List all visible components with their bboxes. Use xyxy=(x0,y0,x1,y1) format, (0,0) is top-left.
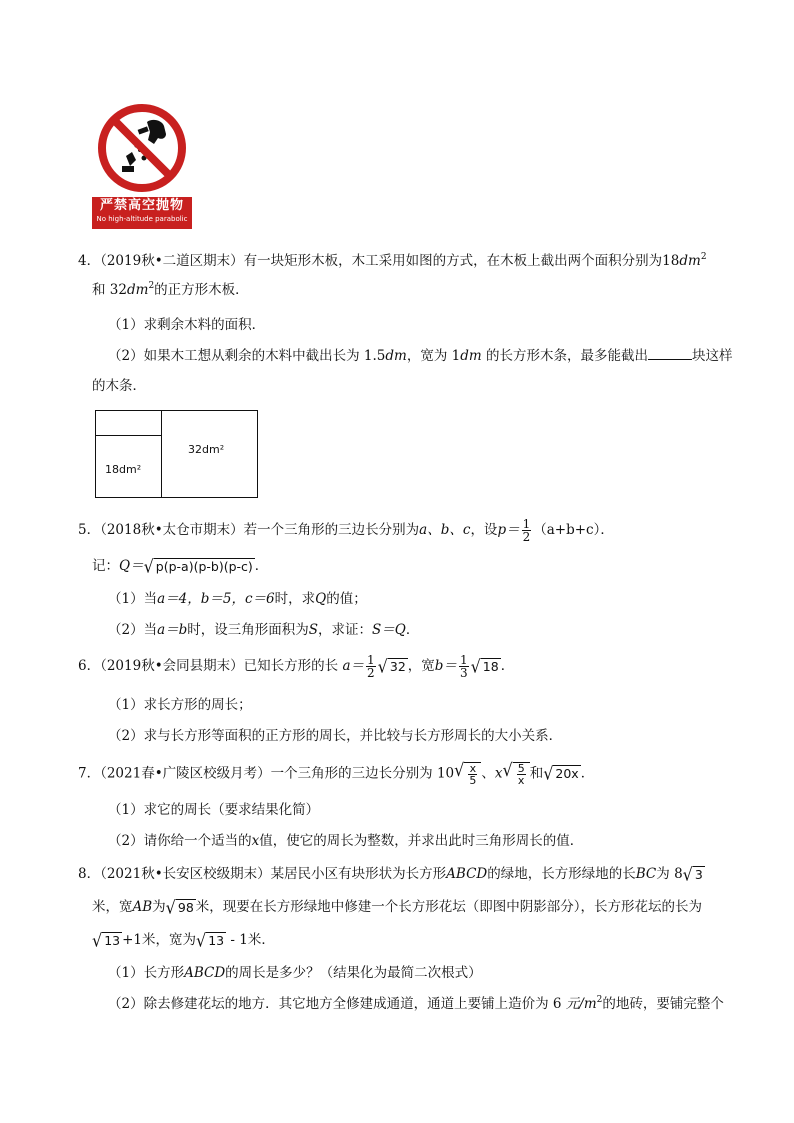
stem-text: （1）当 xyxy=(108,591,158,607)
problem-source: （2019秋•会同县期末） xyxy=(100,658,244,674)
variables: a、b、c xyxy=(419,522,471,538)
expression: （a+b+c）． xyxy=(533,522,614,538)
stem-text: （2）请你给一个适当的 xyxy=(108,833,252,849)
rect-name: ABCD xyxy=(184,965,226,981)
equation: p＝ xyxy=(497,522,520,538)
equation: b＝ xyxy=(434,658,457,674)
answer-blank[interactable] xyxy=(648,345,692,360)
stem-text: 记： xyxy=(92,558,119,574)
problem-number: 4． xyxy=(78,253,101,269)
problem-number: 6． xyxy=(78,658,101,674)
stem-text: 有一块矩形木板，木工采用如图的方式，在木板上截出两个面积分别为 xyxy=(243,253,663,269)
equation: S＝Q xyxy=(372,622,406,638)
no-littering-sign xyxy=(92,100,192,232)
unit: dm xyxy=(460,348,482,364)
numerator: 1 xyxy=(522,517,531,531)
square-root: √ 32 xyxy=(377,655,406,677)
stem-text: ． xyxy=(405,622,420,638)
length-value: 1.5 xyxy=(363,348,386,364)
equation: a＝ xyxy=(342,658,365,674)
sign-title-zh: 严禁高空抛物 xyxy=(99,198,184,213)
numerator: 1 xyxy=(367,653,375,667)
divider-line xyxy=(161,411,162,497)
problem-source: （2021春•广陵区校级月考） xyxy=(100,765,271,782)
coefficient: 8 xyxy=(674,866,683,882)
problem-4-figure xyxy=(95,410,258,498)
exponent: 2 xyxy=(596,995,603,1005)
problem-4-q2 xyxy=(108,345,732,366)
values: a＝4，b＝5，c＝6 xyxy=(157,591,275,607)
stem-text: 的周长是多少？（结果化为最简二次根式） xyxy=(225,965,482,981)
radicand: 3 xyxy=(694,866,703,882)
large-square-label: 32dm² xyxy=(188,443,225,456)
stem-text: （2）除去修建花坛的地方．其它地方全修建成通道，通道上要铺上造价为 xyxy=(108,996,549,1012)
problem-6-stem xyxy=(78,654,514,679)
problem-4-q2-cont: 的木条． xyxy=(92,378,146,394)
radicand: 98 xyxy=(177,899,194,915)
variable: Q xyxy=(315,591,327,607)
fraction xyxy=(366,654,376,679)
problem-5-q2 xyxy=(108,620,419,640)
problem-7-q2 xyxy=(108,831,583,851)
exponent: 2 xyxy=(148,281,155,291)
denominator: 3 xyxy=(459,666,468,680)
numerator: x xyxy=(469,762,477,775)
stem-text: ． xyxy=(254,558,269,574)
width-value: 1 xyxy=(451,348,461,364)
stem-text: 为 xyxy=(152,899,166,915)
variable: x xyxy=(251,833,260,849)
stem-text: ，宽为 xyxy=(406,348,448,364)
stem-text: ． xyxy=(580,765,595,782)
square-root: √ p(p-a)(p-b)(p-c) xyxy=(143,555,253,577)
radicand: 13 xyxy=(104,932,121,948)
divider-line xyxy=(96,435,161,436)
radicand: 20x xyxy=(555,766,579,781)
rect-name: ABCD xyxy=(446,866,488,882)
unit: dm xyxy=(126,282,149,298)
stem-text: 米，现要在长方形绿地中修建一个长方形花坛（即图中阴影部分），长方形花坛的长为 xyxy=(195,899,703,915)
problem-6-q2: （2）求与长方形等面积的正方形的周长，并比较与长方形周长的大小关系． xyxy=(108,728,563,744)
stem-text: 和 xyxy=(92,282,106,298)
fraction xyxy=(517,763,526,786)
area-value: 18 xyxy=(662,253,680,269)
denominator: 5 xyxy=(469,774,477,787)
stem-text: ，设 xyxy=(470,522,498,538)
segment: BC xyxy=(635,866,657,882)
stem-text: （2）如果木工想从剩余的木料中截出长为 xyxy=(108,348,360,364)
problem-4-stem xyxy=(78,251,707,271)
stem-text: +1米，宽为 xyxy=(122,932,197,948)
stem-text: - 1米． xyxy=(226,932,275,948)
stem-text: 某居民小区有块形状为长方形 xyxy=(270,866,447,882)
problem-4-q1: （1）求剩余木料的面积． xyxy=(108,317,266,333)
unit: dm xyxy=(385,348,407,364)
stem-text: 的值； xyxy=(326,591,367,607)
problem-8-q1 xyxy=(108,963,482,983)
coefficient: x xyxy=(494,765,503,782)
unit: 元/m xyxy=(565,996,597,1012)
problem-source: （2021秋•长安区校级期末） xyxy=(100,866,271,882)
price-value: 6 xyxy=(552,996,562,1012)
square-root: √ 3 xyxy=(682,863,703,885)
denominator: x xyxy=(517,774,525,787)
radicand: 18 xyxy=(482,658,499,674)
stem-text: （2）当 xyxy=(108,622,158,638)
problem-number: 8． xyxy=(78,866,101,882)
variable: S xyxy=(308,622,319,638)
problem-8-stem-2 xyxy=(92,897,702,917)
stem-text: 和 xyxy=(529,765,544,782)
stem-text: 的地砖，要铺完整个 xyxy=(602,996,724,1012)
problem-4-stem-cont xyxy=(92,280,249,300)
problem-source: （2018秋•太仓市期末） xyxy=(100,522,244,538)
problem-8-q2 xyxy=(108,994,724,1014)
square-root: √ $\frac{x}{5}$ xyxy=(454,762,481,786)
coefficient: 10 xyxy=(436,765,455,782)
stem-text: 时，求 xyxy=(274,591,316,607)
stem-text: 时，设三角形面积为 xyxy=(187,622,309,638)
exponent: 2 xyxy=(700,252,707,262)
problem-8-stem-3 xyxy=(92,930,275,950)
stem-text: 的正方形木板． xyxy=(154,282,249,298)
square-root: √ 13 xyxy=(196,929,225,951)
square-root: √ $\frac{5}{x}$ xyxy=(502,762,529,786)
stem-text: 米，宽 xyxy=(92,899,133,915)
stem-text: 的长方形木条，最多能截出 xyxy=(485,348,648,364)
stem-text: 为 xyxy=(656,866,670,882)
fraction xyxy=(459,654,469,679)
small-square-label: 18dm² xyxy=(105,463,142,476)
sign-plate xyxy=(92,197,192,229)
equation: Q＝ xyxy=(119,558,144,574)
problem-8-stem xyxy=(78,864,705,884)
stem-text: 已知长方形的长 xyxy=(243,658,339,674)
segment: AB xyxy=(132,899,153,915)
stem-text: 块这样 xyxy=(691,348,733,364)
problem-5-note xyxy=(92,556,268,576)
square-root: √ 13 xyxy=(92,929,121,951)
stem-text: （1）长方形 xyxy=(108,965,185,981)
problem-5-stem xyxy=(78,518,614,543)
separator: 、 xyxy=(481,765,495,782)
square-root: √ 20x xyxy=(543,763,579,784)
problem-7-stem xyxy=(78,759,595,787)
sign-title-en: No high-altitude parabolic xyxy=(96,215,188,223)
problem-number: 5． xyxy=(78,522,101,538)
stem-text: 值，使它的周长为整数，并求出此时三角形周长的值． xyxy=(259,833,584,849)
stem-text: ，宽 xyxy=(407,658,435,674)
area-value: 32 xyxy=(109,282,127,298)
numerator: 1 xyxy=(459,653,468,667)
radicand: p(p-a)(p-b)(p-c) xyxy=(155,558,253,574)
square-root: √ 18 xyxy=(470,655,499,677)
radicand: 13 xyxy=(208,932,225,948)
no-littering-from-height-icon xyxy=(92,100,192,196)
denominator: 2 xyxy=(367,666,375,680)
stem-text: 一个三角形的三边长分别为 xyxy=(270,765,433,782)
problem-number: 7． xyxy=(78,765,101,782)
fraction xyxy=(468,763,477,786)
problem-6-q1: （1）求长方形的周长； xyxy=(108,697,252,713)
square-root: √ 98 xyxy=(165,896,194,918)
numerator: 5 xyxy=(517,762,525,775)
stem-text: ，求证： xyxy=(318,622,373,638)
stem-text: ． xyxy=(500,658,515,674)
fraction xyxy=(522,518,532,543)
radicand: 32 xyxy=(389,658,406,674)
unit: dm xyxy=(679,253,701,269)
problem-7-q1: （1）求它的周长（要求结果化简） xyxy=(108,802,320,818)
condition: a＝b xyxy=(157,622,188,638)
problem-source: （2019秋•二道区期末） xyxy=(100,253,244,269)
problem-5-q1 xyxy=(108,589,367,609)
stem-text: 若一个三角形的三边长分别为 xyxy=(243,522,420,538)
denominator: 2 xyxy=(522,530,531,544)
stem-text: 的绿地，长方形绿地的长 xyxy=(487,866,636,882)
